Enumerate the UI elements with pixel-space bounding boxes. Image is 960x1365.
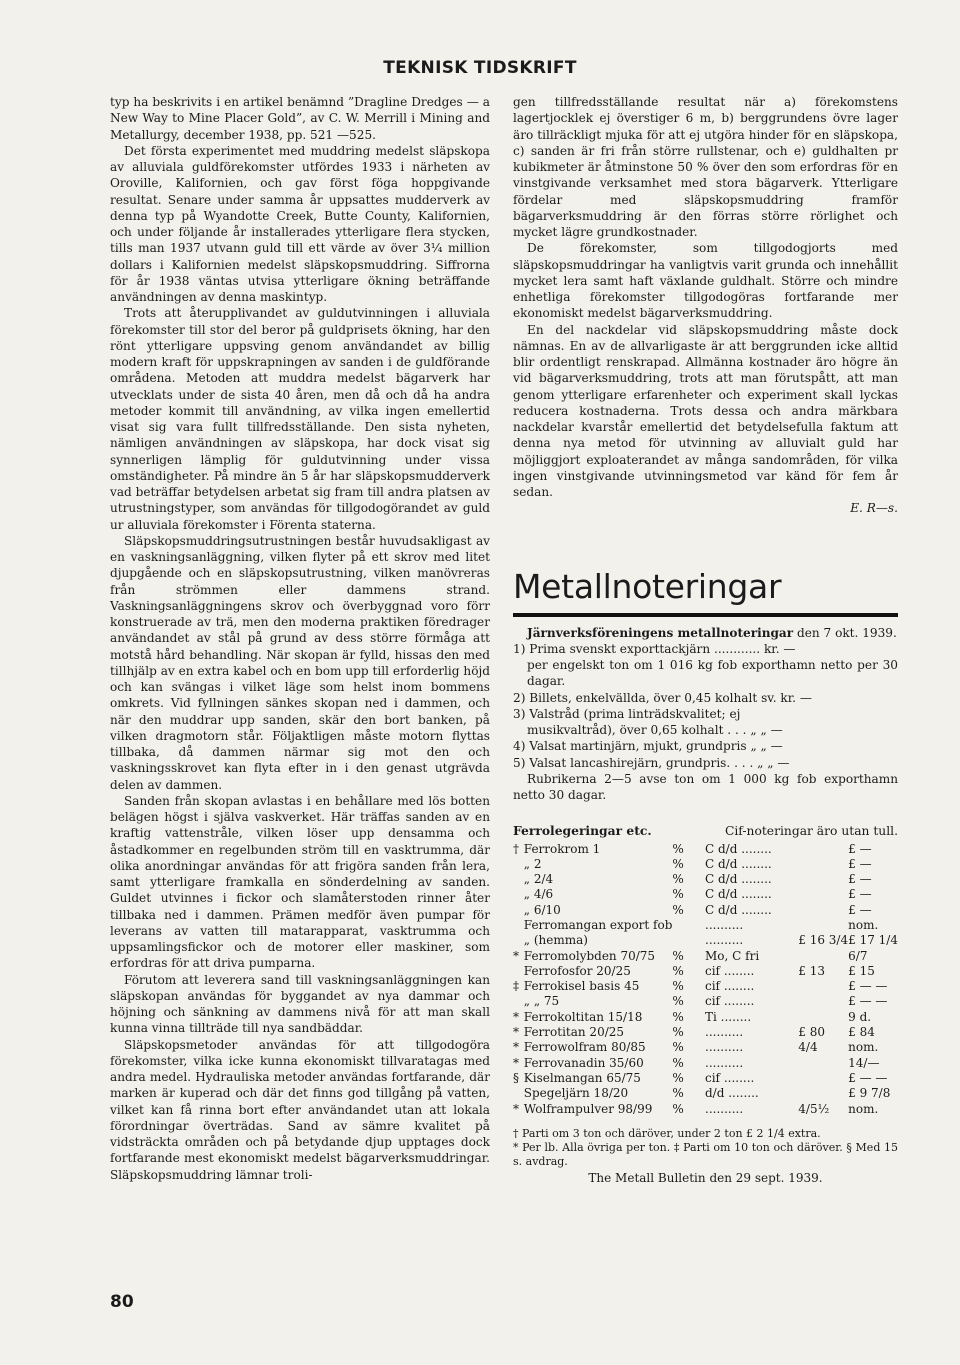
ferro-cell-pc: % xyxy=(672,1070,684,1085)
ferro-cell-c1 xyxy=(798,857,848,872)
ferro-cell-mk xyxy=(513,857,524,872)
left-paragraph: Släpskopsmetoder användas för att tillgodogöra förekomster, vilka icke kunna ekonomiskt tillvaratagas med andra medel. Hydrauliska metoder användas fortfarande, där marken är kuperad och där det finns god tillgång på vatten, vilket kan få rinna bort efter användandet utan att lokala förordningar överträdas. Sand av sämre kvalitet på vidsträckta områden och på betydande djup upptages dock fortfarande mest ekonomiskt medelst bägarverksmuddringar. Släpskopsmuddring lämnar troli- xyxy=(110,1037,490,1182)
ferro-cell-ty: .......... xyxy=(705,1101,744,1116)
metal-note: Rubrikerna 2—5 avse ton om 1 000 kg fob exporthamn netto 30 dagar. xyxy=(513,771,898,802)
ferro-row xyxy=(513,933,898,948)
ferro-row xyxy=(513,887,898,902)
ferro-row xyxy=(513,1071,898,1086)
footnote: † Parti om 3 ton och däröver, under 2 ton £ 2 1/4 extra. xyxy=(513,1126,821,1140)
ferro-row xyxy=(513,1056,898,1071)
ferro-cell-c2: £ — — xyxy=(848,1070,888,1085)
ferro-row xyxy=(513,857,898,872)
ferro-cell-mk: * xyxy=(513,1009,519,1024)
footnote: * Per lb. Alla övriga per ton. ‡ Parti om 10 ton och däröver. § Med 15 s. avdrag. xyxy=(513,1140,898,1168)
ferro-cell-c2: £ 17 1/4 xyxy=(848,933,898,948)
ferro-cell-pc xyxy=(672,933,705,948)
ferro-cell-nm: „ „ 75 xyxy=(523,994,560,1009)
ferro-cell-nm: Ferrofosfor 20/25 xyxy=(523,963,631,978)
source-note: The Metall Bulletin den 29 sept. 1939. xyxy=(588,1170,823,1185)
ferro-cell-mk: † xyxy=(513,841,519,856)
ferro-cell-c1: £ 16 3/4 xyxy=(798,933,849,948)
section-title: Metallnoteringar xyxy=(513,566,782,606)
ferro-cell-mk: * xyxy=(513,948,519,963)
ferro-cell-pc: % xyxy=(672,887,684,902)
metal-item-cont: musikvaltråd), över 0,65 kolhalt . . . „ „ — xyxy=(527,723,783,737)
ferro-cell-c2: £ 84 xyxy=(848,1025,875,1040)
ferro-cell-c2: nom. xyxy=(848,917,879,932)
ferro-cell-mk xyxy=(513,903,524,918)
ferro-row xyxy=(513,994,898,1009)
metal-item: 5) Valsat lancashirejärn, grundpris. . . . „ „ — xyxy=(513,755,790,770)
ferro-cell-ty: d/d ........ xyxy=(705,1086,759,1101)
ferro-cell-pc: % xyxy=(672,963,684,978)
ferro-cell-pc: % xyxy=(672,902,684,917)
ferro-cell-c1: 4/5½ xyxy=(798,1101,830,1116)
ferro-row xyxy=(513,964,898,979)
ferro-cell-c2: nom. xyxy=(848,1101,879,1116)
ferro-cell-c2: nom. xyxy=(848,1040,879,1055)
ferro-cell-c2: £ 9 7/8 xyxy=(848,1086,891,1101)
ferro-cell-mk xyxy=(513,933,524,948)
right-paragraph: gen tillfredsställande resultat när a) förekomstens lagertjocklek ej överstiger 6 m, b) berggrundens övre lager äro tillräckligt mjuka för att ej utgöra hinder för en släpskopa, c) sanden är fri från större rullstenar, och e) guldhalten pr kubikmeter är åtminstone 50 % över den som erfordras för en vinstgivande verksamhet med stora bägarverk. Ytterligare fördelar med släpskopsmuddring framför bägarverksmuddring är den förras större rörlighet och mycket lägre grundkostnader. xyxy=(513,95,898,239)
ferro-cell-ty: Ti ........ xyxy=(705,1009,752,1024)
ferro-table-heading xyxy=(513,823,898,839)
ferro-row xyxy=(513,979,898,994)
ferro-cell-nm: Ferromolybden 70/75 xyxy=(523,948,656,963)
ferro-cell-c1: £ 13 xyxy=(798,963,825,978)
ferro-cell-pc: % xyxy=(672,856,684,871)
ferro-cell-mk xyxy=(513,964,524,979)
ferro-cell-c2: £ — xyxy=(848,841,872,856)
ferro-heading-left: Ferrolegeringar etc. xyxy=(513,823,652,839)
ferro-cell-nm: Ferromangan export fob xyxy=(523,917,673,932)
ferro-cell-mk xyxy=(513,994,524,1009)
ferro-cell-nm: Wolframpulver 98/99 xyxy=(523,1101,653,1116)
ferro-cell-nm: „ 2/4 xyxy=(523,872,554,887)
ferro-cell-ty: C d/d ........ xyxy=(705,902,772,917)
ferro-cell-mk: * xyxy=(513,1055,519,1070)
ferro-cell-mk xyxy=(513,872,524,887)
left-paragraph: Trots att återupplivandet av guldutvinningen i alluviala förekomster till stor del beror på guldprisets ökning, har den rönt ytterligare uppsving genom användandet av billig modern kraft för uppskrapningen av sanden i de guldförande områdena. Metoden att muddra medelst bägarverk har utvecklats under de sista 40 åren, men då och då ha andra metoder kommit till användning, av vilka ingen emellertid visat sig vara fullt tillfredsställande. Den sista nyheten, nämligen användningen av släpskopa, har dock visat sig synnerligen lämplig för guldutvinning under vissa omständigheter. På mindre än 5 år har släpskopsmudderverk vad beträffar betydelsen arbetat sig fram till andra platsen av utrustningstyper, som användas för tillgodogörandet av guld ur alluviala förekomster i Förenta staterna. xyxy=(110,306,490,532)
ferro-cell-nm: Ferrotitan 20/25 xyxy=(523,1025,625,1040)
ferro-cell-pc: % xyxy=(672,994,684,1009)
journal-title: TEKNISK TIDSKRIFT xyxy=(383,58,577,78)
ferro-footnotes xyxy=(513,1127,898,1185)
ferro-cell-c1 xyxy=(798,842,848,857)
ferro-cell-nm: Ferrokisel basis 45 xyxy=(523,979,640,994)
page-number: 80 xyxy=(110,1292,134,1312)
left-paragraph: Sanden från skopan avlastas i en behållare med lös botten belägen högst i själva vaskverket. Här träffas sanden av en kraftig vattenstråle, vilken löser upp densamma och åstadkommer en regelbunden ström till en vasktrumma, där olika anordningar användas för att frigöra sanden från lera, samt ytterligare framkalla en sönderdelning av sanden. Guldet utvinnes i fickor och slamåterstoden rinner åter tillbaka ned i dammen. Prämen medför även pumpar för leverans av vatten till matarapparat, vasktrumma och uppsamlingsfickor och de motorer eller maskiner, som erfordras för att driva pumparna. xyxy=(110,793,490,971)
section-rule xyxy=(513,613,898,617)
ferro-cell-nm: Ferrovanadin 35/60 xyxy=(523,1055,644,1070)
right-paragraph: En del nackdelar vid släpskopsmuddring måste dock nämnas. En av de allvarligaste är att berggrunden icke alltid blir ordentligt renskrapad. Allmänna kostnader äro högre än vid bägarverksmuddring, trots att man förutspått, att man genom ytterligare erfarenheter och experiment skall lyckas reducera kostnaderna. Trots dessa och andra märkbara nackdelar kvarstår emellertid det betydelsefulla faktum att denna nya metod för utvinning av alluvialt guld har möjliggjort exploaterandet av många sandområden, för vilka ingen vinstgivande utvinningsmetod var känd för fem år sedan. xyxy=(513,322,898,499)
right-paragraph: De förekomster, som tillgodogjorts med släpskopsmuddringar ha vanligtvis varit grunda och innehållit mycket lera samt haft växlande guldhalt. Större och mindre enhetliga förekomster tillgodogöras fortfarande mer ekonomiskt medelst bägarverksmuddring. xyxy=(513,241,898,321)
metal-item-cont: per engelskt ton om 1 016 kg fob exporthamn netto per 30 dagar. xyxy=(527,658,898,689)
ferro-cell-c1 xyxy=(798,1071,848,1086)
metal-item: 1) Prima svenskt exporttackjärn ............ kr. — xyxy=(513,641,796,656)
ferro-cell-c2: £ — xyxy=(848,872,872,887)
ferro-cell-c2: £ — xyxy=(848,902,872,917)
ferro-row xyxy=(513,1086,898,1101)
metal-intro: Järnverksföreningens metallnoteringar den 7 okt. 1939. xyxy=(527,625,897,640)
ferro-cell-pc: % xyxy=(672,1101,684,1116)
ferro-cell-c1 xyxy=(798,994,848,1009)
ferro-cell-c2: £ 15 xyxy=(848,963,875,978)
ferro-cell-mk xyxy=(513,918,524,933)
metal-item: 3) Valstråd (prima linträdskvalitet; ej xyxy=(513,706,741,721)
ferro-row xyxy=(513,1102,898,1117)
metal-item: 4) Valsat martinjärn, mjukt, grundpris „ „ — xyxy=(513,739,783,754)
ferro-cell-c1 xyxy=(798,949,848,964)
ferro-cell-ty: cif ........ xyxy=(705,1070,755,1085)
ferro-cell-nm: Ferrowolfram 80/85 xyxy=(523,1040,646,1055)
ferro-cell-mk: ‡ xyxy=(513,979,519,994)
ferro-cell-ty: C d/d ........ xyxy=(705,872,772,887)
ferro-cell-pc xyxy=(672,918,705,933)
left-paragraph: Släpskopsmuddringsutrustningen består huvudsakligast av en vaskningsanläggning, vilken flyter på ett skrov med litet djupgående och en släpskopsutrustning, vilken manövreras från strömmen eller dammens strand. Vaskningsanläggningens skrov och överbyggnad voro förr konstruerade av trä, men den moderna praktiken föredrager användandet av stål på grund av dess större förmåga att motstå hård behandling. När skopan är fylld, hissas den med tillhjälp av en extra kabel och en bom upp till erforderlig höjd och kan svängas i vilket läge som helst inom bommens omkrets. Vid fyllningen sänkes skopan ned i dammen, och när den muddrar upp sanden, skär den bort banken, på vilken dragmotorn står. Följaktligen måste motorn flyttas tillbaka, då dammen närmar sig mot den och vaskningsskrovet kan flyta efter in i den genast utgrävda delen av dammen. xyxy=(110,533,490,792)
ferro-cell-c1 xyxy=(798,918,848,933)
metal-item: 2) Billets, enkelvällda, över 0,45 kolhalt sv. kr. — xyxy=(513,690,812,705)
ferro-row xyxy=(513,842,898,857)
ferro-cell-pc: % xyxy=(672,872,684,887)
ferro-cell-c1 xyxy=(798,979,848,994)
ferro-cell-mk: * xyxy=(513,1040,519,1055)
ferro-row xyxy=(513,1025,898,1040)
ferro-cell-ty: cif ........ xyxy=(705,963,755,978)
ferro-cell-c2: 6/7 xyxy=(848,948,868,963)
left-column xyxy=(110,94,490,1183)
ferro-cell-pc: % xyxy=(672,1040,684,1055)
ferro-cell-ty: C d/d ........ xyxy=(705,841,772,856)
ferro-cell-ty: cif ........ xyxy=(705,994,755,1009)
ferro-row xyxy=(513,949,898,964)
author-signature: E. R—s. xyxy=(850,501,898,516)
ferro-cell-c1 xyxy=(798,1010,848,1025)
ferro-cell-nm: Ferrokoltitan 15/18 xyxy=(523,1009,643,1024)
metal-price-list xyxy=(513,625,898,804)
ferro-cell-c2: £ — xyxy=(848,887,872,902)
ferro-cell-pc: % xyxy=(672,948,684,963)
ferro-cell-nm: Ferrokrom 1 xyxy=(523,841,601,856)
ferro-cell-c1 xyxy=(798,1086,848,1101)
ferro-cell-c1 xyxy=(798,872,848,887)
ferro-cell-ty: Mo, C fri xyxy=(705,948,760,963)
ferro-cell-nm: „ 2 xyxy=(523,856,542,871)
ferro-cell-c1 xyxy=(798,887,848,902)
ferro-cell-ty: .......... xyxy=(705,1040,744,1055)
ferro-cell-ty: .......... xyxy=(705,1025,744,1040)
ferro-row xyxy=(513,1010,898,1025)
ferro-cell-ty: C d/d ........ xyxy=(705,856,772,871)
ferro-cell-ty: .......... xyxy=(705,1055,744,1070)
ferro-cell-c1 xyxy=(798,1056,848,1071)
ferro-cell-pc: % xyxy=(672,1025,684,1040)
ferro-cell-mk xyxy=(513,1086,524,1101)
ferro-row xyxy=(513,1040,898,1055)
ferro-cell-c2: 14/— xyxy=(848,1055,880,1070)
ferro-row xyxy=(513,903,898,918)
ferro-cell-nm: Kiselmangan 65/75 xyxy=(523,1070,641,1085)
ferro-cell-ty: C d/d ........ xyxy=(705,887,772,902)
ferro-cell-c2: £ — xyxy=(848,856,872,871)
ferro-cell-c2: £ — — xyxy=(848,979,888,994)
ferro-cell-mk: * xyxy=(513,1101,519,1116)
ferro-cell-pc: % xyxy=(672,1009,684,1024)
ferro-cell-pc: % xyxy=(672,841,684,856)
ferro-row xyxy=(513,918,898,933)
ferro-cell-nm: Spegeljärn 18/20 xyxy=(523,1086,629,1101)
left-paragraph: Förutom att leverera sand till vaskningsanläggningen kan släpskopan användas för byggandet av nya dammar och höjning och sänkning av dammens nivå för att man skall kunna vinna tillträde till nya sandbäddar. xyxy=(110,972,490,1036)
ferro-cell-c1: £ 80 xyxy=(798,1025,825,1040)
ferro-cell-c1 xyxy=(798,903,848,918)
ferro-cell-pc: % xyxy=(672,1086,684,1101)
ferro-cell-pc: % xyxy=(672,1055,684,1070)
ferro-row xyxy=(513,872,898,887)
ferro-cell-mk: § xyxy=(513,1070,519,1085)
ferro-cell-pc: % xyxy=(672,979,684,994)
left-paragraph: Det första experimentet med muddring medelst släpskopa av alluviala guldförekomster utfördes 1933 i närheten av Oroville, Kalifornien, och gav först föga hoppgivande resultat. Senare under samma år uppsattes mudderverk av denna typ på Wyandotte Creek, Butte County, Kalifornien, och under följande år installerades ytterligare flera stycken, tills man 1937 utvann guld till ett värde av över 3¼ million dollars i Kalifornien medelst släpskopsmuddring. Siffrorna för år 1938 väntas utvisa ytterligare ökning beträffande användningen av denna maskintyp. xyxy=(110,143,490,304)
ferro-cell-c2: £ — — xyxy=(848,994,888,1009)
ferro-cell-c2: 9 d. xyxy=(848,1009,872,1024)
ferro-cell-nm: „ (hemma) xyxy=(523,933,588,948)
right-column xyxy=(513,94,898,1185)
ferro-cell-ty: .......... xyxy=(705,917,744,932)
ferro-cell-nm: „ 4/6 xyxy=(523,887,554,902)
ferro-heading-right: Cif-noteringar äro utan tull. xyxy=(724,824,898,839)
ferro-cell-mk xyxy=(513,887,524,902)
ferro-cell-ty: .......... xyxy=(705,933,744,948)
ferro-cell-nm: „ 6/10 xyxy=(523,902,561,917)
ferro-cell-ty: cif ........ xyxy=(705,979,755,994)
running-header xyxy=(0,58,960,78)
ferro-cell-c1: 4/4 xyxy=(798,1040,818,1055)
ferro-cell-mk: * xyxy=(513,1025,519,1040)
left-paragraph: typ ha beskrivits i en artikel benämnd ”Dragline Dredges — a New Way to Mine Placer Gold”, av C. W. Merrill i Mining and Metallurgy, december 1938, pp. 521 —525. xyxy=(110,95,490,142)
ferro-table xyxy=(513,842,898,1117)
